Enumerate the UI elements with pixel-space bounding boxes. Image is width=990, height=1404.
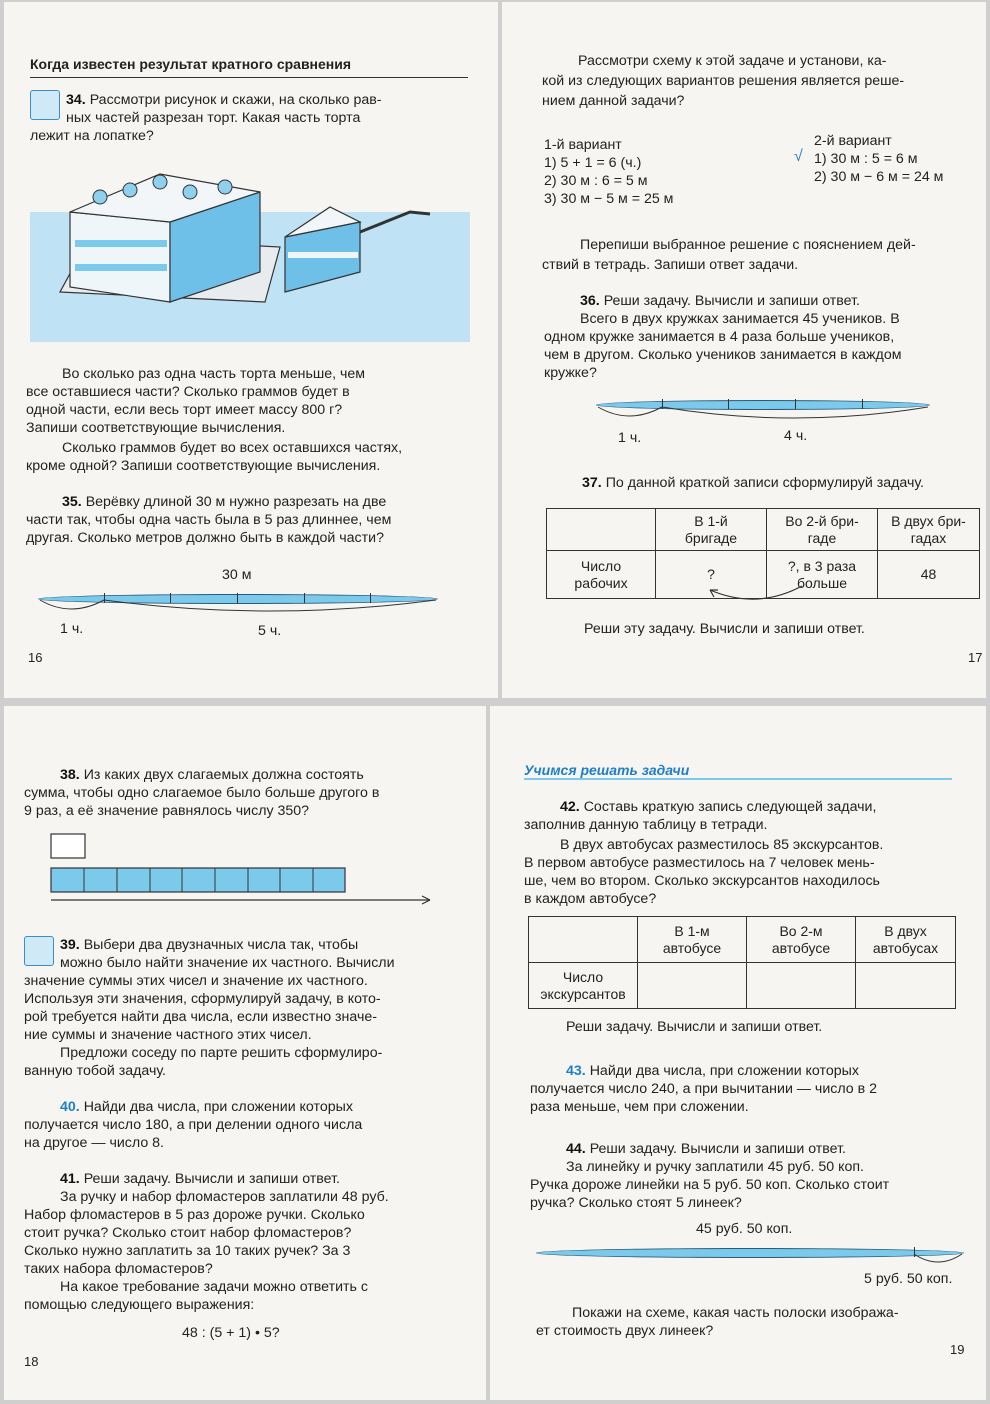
task-37-line1: 37. По данной краткой записи сформулируй задачу.: [582, 475, 924, 491]
task-43-line2: получается число 240, а при вычитании — число в 2: [530, 1081, 877, 1097]
table-row-label: Число рабочих: [547, 551, 656, 599]
diagram-36-part2: 4 ч.: [784, 428, 808, 444]
task-44-end1: Покажи на схеме, какая часть полоски изобража-: [572, 1305, 899, 1321]
task-41-line3: стоит ручка? Сколько стоит набор фломастеров?: [24, 1225, 352, 1241]
task-41-line0: 41. Реши задачу. Вычисли и запиши ответ.: [60, 1171, 340, 1187]
diagram-44-difference: 5 руб. 50 коп.: [864, 1271, 953, 1287]
table-corner: [547, 509, 656, 551]
copy-line1: Перепиши выбранное решение с пояснением дей-: [580, 237, 916, 253]
task-42-line6: в каждом автобусе?: [524, 891, 657, 907]
task-41-line4: Сколько нужно заплатить за 10 таких ручек? За 3: [24, 1243, 351, 1259]
task-41-line6: На какое требование задачи можно ответить с: [60, 1279, 368, 1295]
q1-line2: все оставшиеся части? Сколько граммов будет в: [26, 384, 350, 400]
diagram-44-total: 45 руб. 50 коп.: [696, 1221, 793, 1237]
table-cell: 48: [878, 551, 980, 599]
table-header: В двух автобусах: [856, 917, 956, 963]
diagram-35-braces: [38, 598, 438, 620]
task-42-table: [528, 916, 956, 1009]
copy-line2: ствий в тетрадь. Запиши ответ задачи.: [542, 257, 799, 273]
intro-line2: кой из следующих вариантов решения является реше-: [542, 73, 905, 89]
task-35-line2: части так, чтобы одна часть была в 5 раз длиннее, чем: [26, 512, 392, 528]
section-header: Учимся решать задачи: [524, 762, 690, 778]
diagram-38: [50, 832, 440, 908]
task-37-end: Реши эту задачу. Вычисли и запиши ответ.: [584, 621, 865, 637]
table-header: В 1-й бригаде: [656, 509, 767, 551]
diagram-35-part1: 1 ч.: [60, 621, 84, 637]
task-44-line1: За линейку и ручку заплатили 45 руб. 50 коп.: [566, 1159, 864, 1175]
section-header: Когда известен результат кратного сравнения: [30, 56, 352, 72]
variant1-step3: 3) 30 м − 5 м = 25 м: [544, 191, 674, 207]
task-42-line3: В двух автобусах разместилось 85 экскурсантов.: [560, 837, 884, 853]
task-44-line2: Ручка дороже линейки на 5 руб. 50 коп. Сколько стоит: [530, 1177, 890, 1193]
task-39-line5: рой требуется найти два числа, если известно значе-: [24, 1009, 377, 1025]
task-34-line1: 34. Рассмотри рисунок и скажи, на сколько рав-: [66, 92, 382, 108]
table-header: В 1-м автобусе: [638, 917, 747, 963]
page-number: 16: [28, 650, 43, 665]
look-icon: [30, 90, 60, 120]
task-41-line7: помощью следующего выражения:: [24, 1297, 255, 1313]
page-17: [502, 2, 986, 698]
task-40-line2: получается число 180, а при делении одного числа: [24, 1117, 363, 1133]
task-44-end2: ет стоимость двух линеек?: [536, 1323, 714, 1339]
check-mark: √: [794, 148, 803, 165]
task-42-line5: ше, чем во втором. Сколько экскурсантов находилось: [524, 873, 880, 889]
task-38-line3: 9 раз, а её значение равнялось числу 350?: [24, 803, 310, 819]
q2-line2: кроме одной? Запиши соответствующие вычисления.: [26, 458, 381, 474]
task-40-line1: 40. Найди два числа, при сложении которых: [60, 1099, 353, 1115]
page-number: 19: [950, 1342, 965, 1357]
intro-line1: Рассмотри схему к этой задаче и установи, ка-: [578, 53, 887, 69]
pair-work-icon: [24, 936, 54, 966]
task-39-line7: Предложи соседу по парте решить сформулиро-: [60, 1045, 383, 1061]
task-39-line3: значение суммы этих чисел и значение их частного.: [24, 973, 368, 989]
table-cell: [638, 963, 747, 1009]
diagram-36-braces: [596, 405, 932, 427]
task-41-line2: Набор фломастеров в 5 раз дороже ручки. Сколько: [24, 1207, 365, 1223]
comparison-arrow: [702, 582, 812, 606]
task-39-line1: 39. Выбери два двузначных числа так, чтобы: [60, 937, 359, 953]
page-number: 18: [24, 1354, 39, 1369]
task-39-line4: Используя эти значения, сформулируй задачу, в кото-: [24, 991, 381, 1007]
variant2-step1: 1) 30 м : 5 = 6 м: [814, 151, 918, 167]
table-cell: [856, 963, 956, 1009]
page-18: [4, 706, 486, 1400]
page-number: 17: [968, 650, 983, 665]
intro-line3: нием данной задачи?: [542, 93, 685, 109]
task-42-line2: заполнив данную таблицу в тетради.: [524, 817, 768, 833]
task-36-line3: чем в другом. Сколько учеников занимается в каждом: [544, 347, 902, 363]
table-cell: [747, 963, 856, 1009]
task-39-line2: можно было найти значение их частного. Вычисли: [60, 955, 395, 971]
diagram-44-bar: [536, 1248, 964, 1258]
q2-line1: Сколько граммов будет во всех оставшихся частях,: [62, 440, 403, 456]
task-36-line4: кружке?: [544, 365, 597, 381]
task-35-line3: другая. Сколько метров должно быть в каждой части?: [26, 530, 384, 546]
task-42-end: Реши задачу. Вычисли и запиши ответ.: [566, 1019, 823, 1035]
task-44-line3: ручка? Сколько стоят 5 линеек?: [530, 1195, 742, 1211]
table-row-label: Число экскурсантов: [529, 963, 638, 1009]
q1-line3: одной части, если весь торт имеет массу 800 г?: [26, 402, 343, 418]
task-44-line0: 44. Реши задачу. Вычисли и запиши ответ.: [566, 1141, 846, 1157]
task-39-line8: ванную тобой задачу.: [24, 1063, 166, 1079]
task-36-line1: Всего в двух кружках занимается 45 учеников. В: [580, 311, 900, 327]
diagram-44-brace: [910, 1252, 966, 1270]
table-corner: [529, 917, 638, 963]
task-34-line2: ных частей разрезан торт. Какая часть торта: [66, 110, 361, 126]
variant2-title: 2-й вариант: [814, 133, 892, 149]
variant1-step1: 1) 5 + 1 = 6 (ч.): [544, 155, 642, 171]
variant1-title: 1-й вариант: [544, 137, 622, 153]
header-rule: [524, 778, 952, 780]
task-38-line1: 38. Из каких двух слагаемых должна состоять: [60, 767, 364, 783]
variant1-step2: 2) 30 м : 6 = 5 м: [544, 173, 648, 189]
task-42-line4: В первом автобусе разместилось на 7 человек мень-: [524, 855, 875, 871]
table-header: Во 2-м автобусе: [747, 917, 856, 963]
table-cell: ?, в 3 раза больше: [767, 551, 878, 599]
variant2-step2: 2) 30 м − 6 м = 24 м: [814, 169, 944, 185]
task-36-line0: 36. Реши задачу. Вычисли и запиши ответ.: [580, 293, 860, 309]
q1-line4: Запиши соответствующие вычисления.: [26, 420, 286, 436]
diagram-35-part2: 5 ч.: [258, 623, 282, 639]
task-35-line1: 35. Верёвку длиной 30 м нужно разрезать на две: [62, 494, 387, 510]
cake-illustration: [30, 152, 470, 342]
task-39-line6: ние суммы и значение частного этих чисел.: [24, 1027, 312, 1043]
expression: 48 : (5 + 1) • 5?: [182, 1325, 280, 1341]
task-40-line3: на другое — число 8.: [24, 1135, 164, 1151]
task-36-line2: одном кружке занимается в 4 раза больше учеников,: [544, 329, 895, 345]
q1-line1: Во сколько раз одна часть торта меньше, чем: [62, 366, 366, 382]
task-43-line1: 43. Найди два числа, при сложении которых: [566, 1063, 859, 1079]
header-rule: [30, 77, 468, 78]
task-38-line2: сумма, чтобы одно слагаемое было больше другого в: [24, 785, 380, 801]
table-header: Во 2-й бри- гаде: [767, 509, 878, 551]
table-header: В двух бри- гадах: [878, 509, 980, 551]
page-19: [490, 706, 986, 1400]
diagram-35-total: 30 м: [222, 567, 252, 583]
diagram-36-part1: 1 ч.: [618, 430, 642, 446]
task-41-line1: За ручку и набор фломастеров заплатили 48 руб.: [60, 1189, 389, 1205]
task-41-line5: таких набора фломастеров?: [24, 1261, 213, 1277]
task-42-line1: 42. Составь краткую запись следующей задачи,: [560, 799, 877, 815]
task-34-line3: лежит на лопатке?: [30, 128, 154, 144]
task-43-line3: раза меньше, чем при сложении.: [530, 1099, 749, 1115]
table-cell: ?: [656, 551, 767, 599]
page-16: [4, 2, 498, 698]
